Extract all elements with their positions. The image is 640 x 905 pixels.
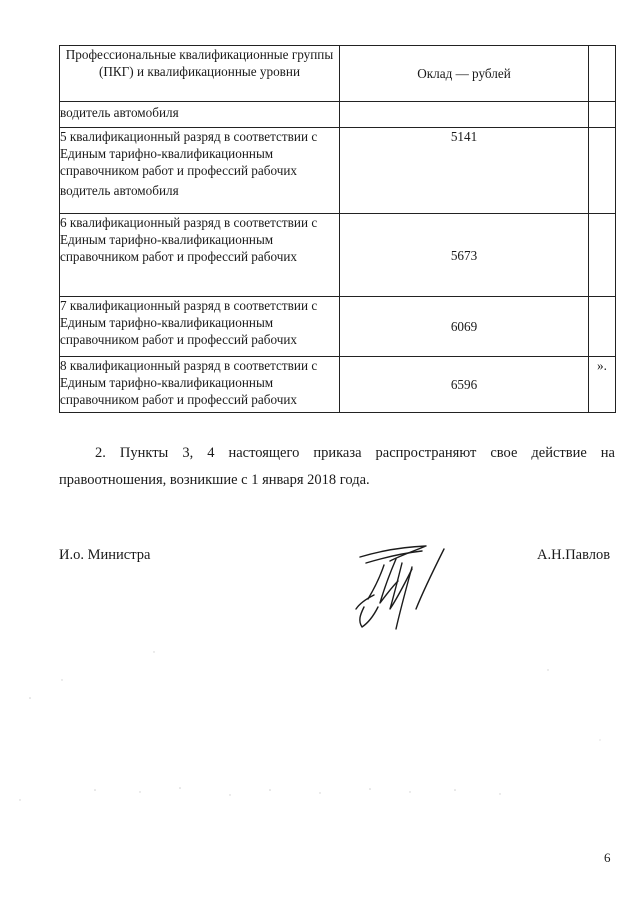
level-cell: 8 квалификационный разряд в соответствии с Единым тарифно-квалификационным справочником работ и профессий рабочих xyxy=(60,357,340,413)
table-row xyxy=(60,102,616,128)
salary-cell xyxy=(340,102,589,128)
level-cell xyxy=(60,128,340,214)
note-cell xyxy=(589,102,616,128)
header-group-column: Профессиональные квалификационные группы (ПКГ) и квалификационные уровни xyxy=(60,46,340,102)
note-cell xyxy=(589,128,616,214)
level-text: 5 квалификационный разряд в соответствии с Единым тарифно-квалификационным справочником работ и профессий рабочих xyxy=(60,129,318,178)
table-row xyxy=(60,297,616,357)
level-cell: 6 квалификационный разряд в соответствии с Единым тарифно-квалификационным справочником работ и профессий рабочих xyxy=(60,214,340,297)
salary-cell: 6069 xyxy=(340,297,589,357)
effective-date-paragraph xyxy=(59,440,615,494)
scan-artifact xyxy=(0,640,640,820)
profession-text: водитель автомобиля xyxy=(60,183,179,198)
salary-table xyxy=(59,45,616,413)
page-number: 6 xyxy=(604,850,611,865)
header-extra-column xyxy=(589,46,616,102)
salary-cell: 6596 xyxy=(340,357,589,413)
salary-cell: 5673 xyxy=(340,214,589,297)
table-row xyxy=(60,214,616,297)
salary-cell: 5141 xyxy=(340,128,589,214)
table-row xyxy=(60,357,616,413)
paragraph-line-2: правоотношения, возникшие с 1 января 2018 года. xyxy=(59,472,370,488)
handwritten-signature xyxy=(340,537,470,637)
table-header-row xyxy=(60,46,616,102)
level-cell: 7 квалификационный разряд в соответствии с Единым тарифно-квалификационным справочником работ и профессий рабочих xyxy=(60,297,340,357)
paragraph-line-1: 2. Пункты 3, 4 настоящего приказа распространяют свое действие на xyxy=(95,445,615,461)
note-cell xyxy=(589,297,616,357)
note-cell: ». xyxy=(589,357,616,413)
signer-name: А.Н.Павлов xyxy=(537,547,611,563)
signer-title: И.о. Министра xyxy=(59,547,151,563)
level-cell: водитель автомобиля xyxy=(60,102,340,128)
table-row xyxy=(60,128,616,214)
header-salary-column: Оклад — рублей xyxy=(340,46,589,102)
note-cell xyxy=(589,214,616,297)
